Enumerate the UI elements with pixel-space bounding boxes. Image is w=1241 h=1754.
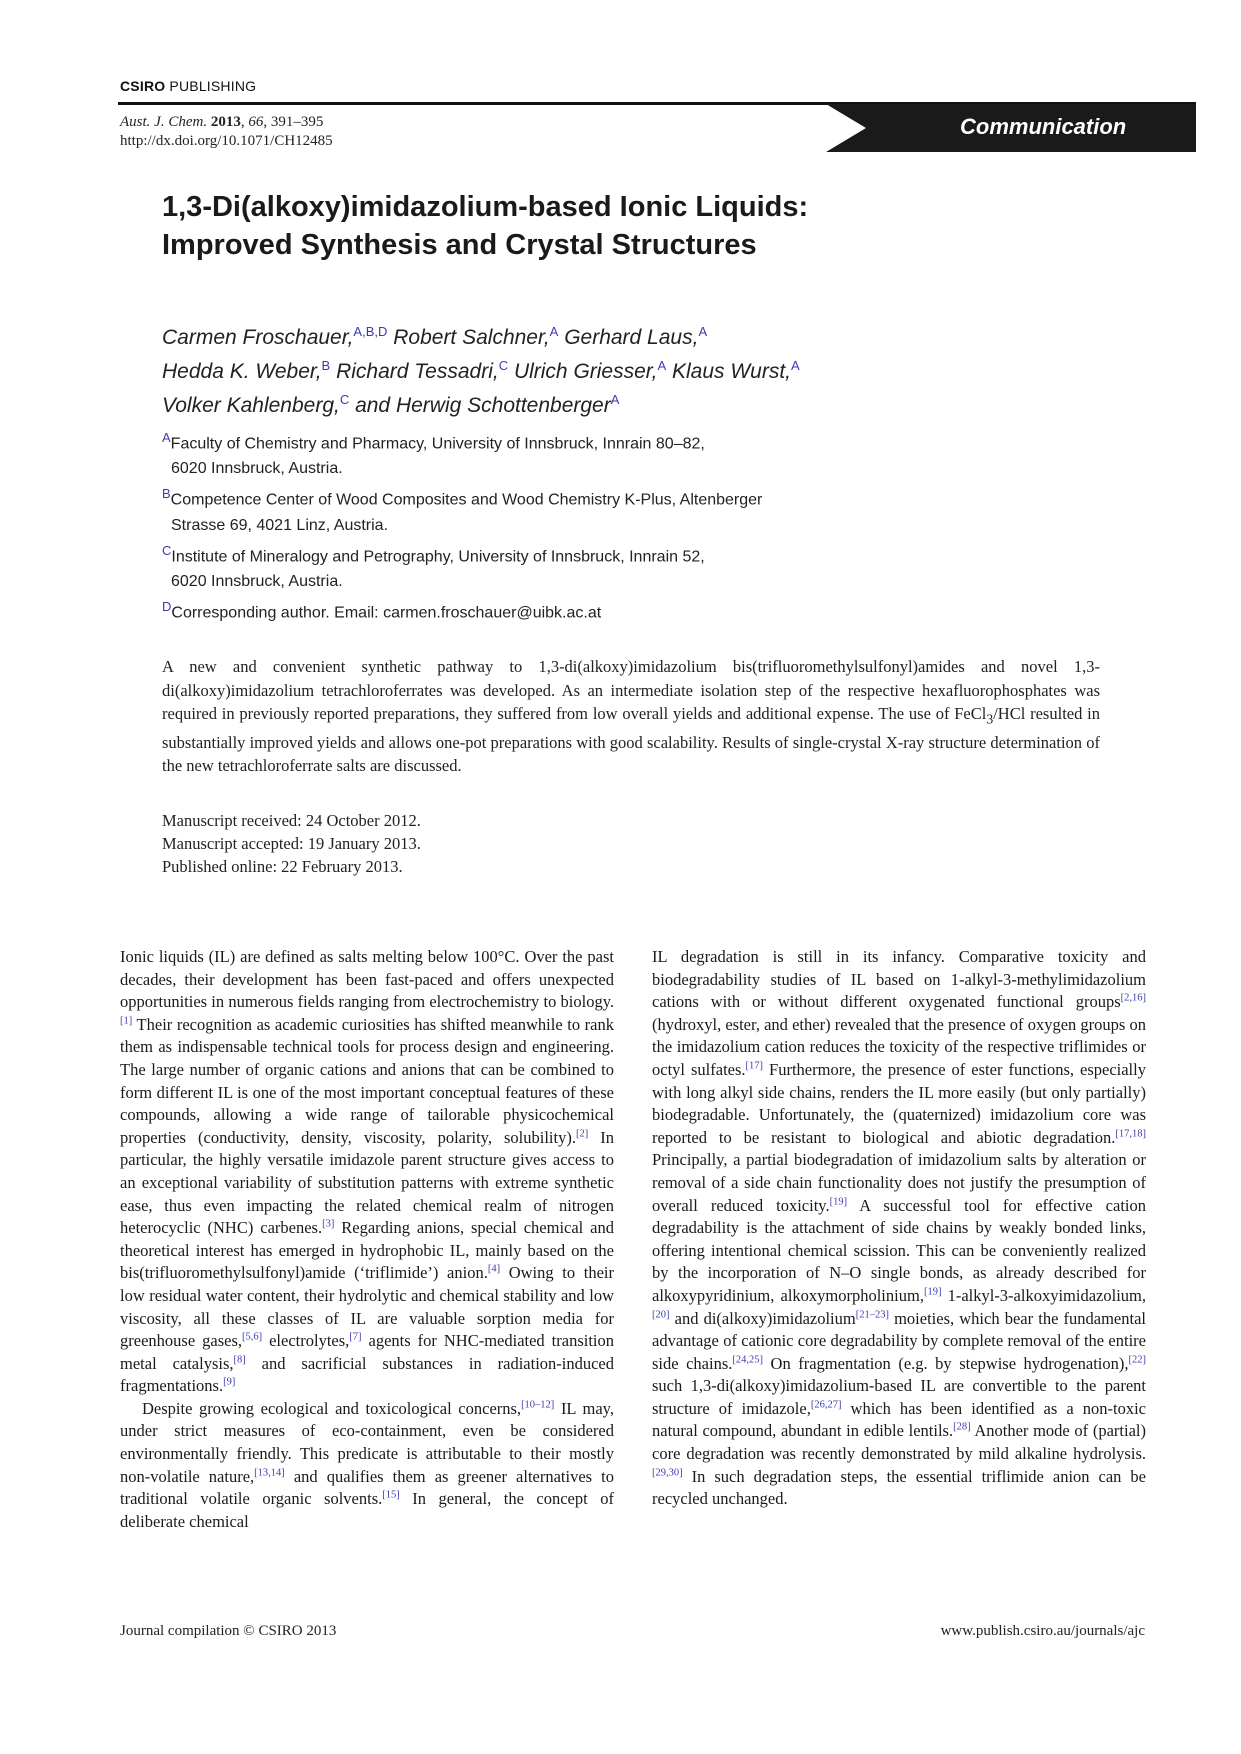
author-affiliation-mark: C xyxy=(339,392,350,407)
body-text: In general, the concept of deliberate chemical xyxy=(120,1489,614,1531)
body-text: agents for NHC-mediated transition metal catalysis, xyxy=(120,1331,614,1373)
author-affiliation-mark: A xyxy=(549,324,559,339)
citation-ref[interactable]: [4] xyxy=(487,1263,501,1275)
body-text: IL may, under strict measures of eco-containment, even be considered environmentally friendly. This predicate is attributable to their mostly non-volatile nature, xyxy=(120,1398,614,1486)
author-list xyxy=(162,318,922,420)
citation-ref[interactable]: [15] xyxy=(382,1489,400,1501)
body-text: IL degradation is still in its infancy. Comparative toxicity and biodegradability studies of IL based on 1-alkyl-3-methylimidazolium cations with or without different oxygenated functional groups xyxy=(652,947,1146,1012)
body-text: Regarding anions, special chemical and theoretical interest has emerged in hydrophobic IL, mainly based on the bis(trifluoromethylsulfonyl)amide (‘triflimide’) anion. xyxy=(120,1218,614,1283)
abstract-text: A new and convenient synthetic pathway to 1,3-di(alkoxy)imidazolium bis(trifluoromethylsulfonyl)amides and novel 1,3-di(alkoxy)imidazolium tetrachloroferrates was developed. As an intermediate isolation step of the respective hexafluorophosphates was required in previously reported preparations, they suffered from low overall yields and additional expense. The use of FeCl xyxy=(162,657,1100,723)
body-text: Despite growing ecological and toxicological concerns, xyxy=(142,1398,522,1418)
citation-ref[interactable]: [21–23] xyxy=(855,1309,889,1320)
author-affiliation-mark: A xyxy=(791,358,800,373)
citation-ref[interactable]: [20] xyxy=(652,1309,670,1320)
publisher-name xyxy=(120,78,256,94)
author-line xyxy=(162,318,922,352)
affiliation-mark: C xyxy=(162,542,172,558)
citation-ref[interactable]: [24,25] xyxy=(732,1354,764,1366)
citation-ref[interactable]: [9] xyxy=(223,1376,236,1388)
citation-ref[interactable]: [10–12] xyxy=(521,1399,555,1411)
journal-year: 2013 xyxy=(210,114,241,130)
citation-ref[interactable]: [17,18] xyxy=(1115,1128,1146,1140)
affiliation-text: Institute of Mineralogy and Petrography, University of Innsbruck, Innrain 52, xyxy=(171,547,705,565)
affiliation-text: Faculty of Chemistry and Pharmacy, University of Innsbruck, Innrain 80–82, xyxy=(170,435,705,453)
body-text: Furthermore, the presence of ester functions, especially with long alkyl side chains, renders the IL more easily (but only partially) biodegradable. Unfortunately, the (quaternized) imidazolium core was reported to be resistant to biological and abiotic degradation. xyxy=(652,1059,1146,1147)
author-affiliation-mark: A xyxy=(610,392,620,407)
affiliation-mark: A xyxy=(162,430,171,445)
body-text: which has been identified as a non-toxic natural compound, abundant in edible lentils. xyxy=(652,1398,1147,1441)
author-name: Richard Tessadri, xyxy=(336,360,499,383)
publisher-bold: CSIRO xyxy=(120,78,166,94)
citation-ref[interactable]: [26,27] xyxy=(810,1399,842,1411)
footer-journal-url[interactable]: www.publish.csiro.au/journals/ajc xyxy=(940,1623,1145,1639)
author-line xyxy=(162,352,922,386)
citation-ref[interactable]: [13,14] xyxy=(254,1467,285,1479)
author-name: Gerhard Laus, xyxy=(564,326,699,349)
author-name: Hedda K. Weber, xyxy=(162,360,322,383)
body-paragraph xyxy=(652,946,1146,1511)
affiliation-text: Competence Center of Wood Composites and Wood Chemistry K-Plus, Altenberger xyxy=(170,491,763,509)
author-name: Carmen Froschauer, xyxy=(162,326,354,349)
body-text: and di(alkoxy)imidazolium xyxy=(669,1308,856,1328)
date-received: Manuscript received: 24 October 2012. xyxy=(162,811,421,830)
body-text: and sacrificial substances in radiation-induced fragmentations. xyxy=(120,1353,614,1396)
author-affiliation-mark: A,B,D xyxy=(353,324,388,339)
affiliation-text: 6020 Innsbruck, Austria. xyxy=(171,572,343,590)
body-text: moieties, which bear the fundamental advantage of cationic core degradability by complete removal of the entire side chains. xyxy=(652,1308,1146,1373)
abstract-text: /HCl resulted in substantially improved yields and allows one-pot preparations with good scalability. Results of single-crystal X-ray structure determination of the new tetrachloroferrate salts are discussed. xyxy=(162,704,1100,776)
citation-ref[interactable]: [2] xyxy=(575,1128,589,1140)
affiliation-mark: B xyxy=(162,486,171,502)
author-name: Volker Kahlenberg, xyxy=(162,394,340,417)
article-title xyxy=(162,188,808,264)
author-name: Klaus Wurst, xyxy=(671,360,792,383)
citation-ref[interactable]: [17] xyxy=(745,1060,764,1072)
journal-name: Aust. J. Chem. xyxy=(120,114,208,130)
body-text: Their recognition as academic curiosities has shifted meanwhile to rank them as indispensable technical tools for process design and engineering. The large number of organic cations and anions that can be combined to form different IL is one of the most important conceptual features of these compounds, allowing a wide range of tailorable physicochemical properties (conductivity, density, viscosity, polarity, solubility). xyxy=(120,1014,614,1147)
publisher-rest: PUBLISHING xyxy=(165,78,257,94)
author-name: Ulrich Griesser, xyxy=(513,360,658,383)
body-text: Another mode of (partial) core degradation was recently demonstrated by mild alkaline hydrolysis. xyxy=(652,1421,1146,1464)
author-affiliation-mark: C xyxy=(498,358,509,373)
journal-volume: 66 xyxy=(248,114,264,130)
title-line-2: Improved Synthesis and Crystal Structures xyxy=(162,229,757,261)
body-text: and qualifies them as greener alternatives to traditional volatile organic solvents. xyxy=(120,1466,614,1509)
citation-ref[interactable]: [19] xyxy=(923,1286,942,1298)
body-text: electrolytes, xyxy=(262,1331,350,1351)
body-text: 1-alkyl-3-alkoxyimidazolium, xyxy=(941,1285,1146,1305)
body-text: such 1,3-di(alkoxy)imidazolium-based IL are convertible to the parent structure of imidazole, xyxy=(652,1376,1146,1418)
doi-link[interactable]: http://dx.doi.org/10.1071/CH12485 xyxy=(120,133,333,149)
citation-ref[interactable]: [28] xyxy=(953,1421,971,1433)
citation-ref[interactable]: [8] xyxy=(233,1354,246,1366)
affiliation-entry xyxy=(162,538,882,569)
author-name: Robert Salchner, xyxy=(393,326,550,349)
body-text: A successful tool for effective cation degradability is the attachment of side chains by weakly bonded links, offering intentional chemical scission. This can be conveniently realized by the incorporation of N–O single bonds, as already described for alkoxypyridinium, alkoxymorpholinium, xyxy=(652,1195,1146,1305)
body-column-right xyxy=(652,946,1146,1511)
section-label: Communication xyxy=(960,114,1127,139)
body-paragraph xyxy=(120,1398,614,1534)
abstract-subscript: 3 xyxy=(986,711,994,727)
author-affiliation-mark: A xyxy=(657,358,667,373)
affiliation-entry xyxy=(162,425,882,456)
citation-ref[interactable]: [5,6] xyxy=(242,1331,263,1343)
body-text: Owing to their low residual water content, their hydrolytic and chemical stability and low viscosity, all these classes of IL are valuable sorption media for greenhouse gases, xyxy=(120,1263,614,1351)
corresponding-author-email[interactable]: Corresponding author. Email: carmen.froschauer@uibk.ac.at xyxy=(171,604,602,622)
body-column-left xyxy=(120,946,614,1533)
citation-ref[interactable]: [3] xyxy=(322,1218,335,1230)
footer-copyright: Journal compilation © CSIRO 2013 xyxy=(120,1623,337,1639)
body-text: In such degradation steps, the essential triflimide anion can be recycled unchanged. xyxy=(652,1466,1146,1509)
affiliation-entry xyxy=(162,594,882,625)
affiliation-text: Strasse 69, 4021 Linz, Austria. xyxy=(171,516,389,534)
body-text: In particular, the highly versatile imidazole parent structure gives access to an exceptional variability of substitution patterns with extreme synthetic ease, thus even impacting the related chemical realm of nitrogen heterocyclic (NHC) carbenes. xyxy=(120,1127,614,1238)
body-text: On fragmentation (e.g. by stepwise hydrogenation), xyxy=(763,1353,1129,1373)
author-line xyxy=(162,386,922,420)
citation-ref[interactable]: [1] xyxy=(120,1015,133,1027)
affiliation-entry xyxy=(162,481,882,512)
body-text: (hydroxyl, ester, and ether) revealed that the presence of oxygen groups on the imidazolium cation reduces the toxicity of the respective triflimides or octyl sulfates. xyxy=(652,1014,1146,1079)
affiliation-text: 6020 Innsbruck, Austria. xyxy=(171,460,343,478)
date-accepted: Manuscript accepted: 19 January 2013. xyxy=(162,834,421,853)
body-text: Ionic liquids (IL) are defined as salts melting below 100°C. Over the past decades, their development has been fast-paced and offers unexpected opportunities in numerous fields ranging from electrochemistry to biology. xyxy=(120,947,614,1012)
abstract xyxy=(162,655,1100,778)
affiliations xyxy=(162,425,882,625)
title-line-1: 1,3-Di(alkoxy)imidazolium-based Ionic Liquids: xyxy=(162,191,809,223)
citation-ref[interactable]: [29,30] xyxy=(652,1467,683,1479)
citation-ref[interactable]: [2,16] xyxy=(1120,992,1146,1004)
affiliation-mark: D xyxy=(162,598,172,614)
citation: Aust. J. Chem. 2013, 66, 391–395 http://dx.doi.org/10.1071/CH12485 xyxy=(120,114,333,149)
author-name: and Herwig Schottenberger xyxy=(355,394,611,417)
citation-ref[interactable]: [19] xyxy=(829,1196,848,1208)
citation-ref[interactable]: [7] xyxy=(349,1331,362,1343)
citation-ref[interactable]: [22] xyxy=(1128,1354,1146,1366)
body-text: Principally, a partial biodegradation of imidazolium salts by alteration or removal of a side chain functionality does not justify the presumption of overall reduced toxicity. xyxy=(652,1150,1146,1215)
author-affiliation-mark: A xyxy=(698,324,708,339)
author-affiliation-mark: B xyxy=(321,358,331,373)
date-published: Published online: 22 February 2013. xyxy=(162,857,403,876)
manuscript-dates xyxy=(162,809,421,878)
journal-pages: , 391–395 xyxy=(263,114,324,130)
body-paragraph xyxy=(120,946,614,1398)
